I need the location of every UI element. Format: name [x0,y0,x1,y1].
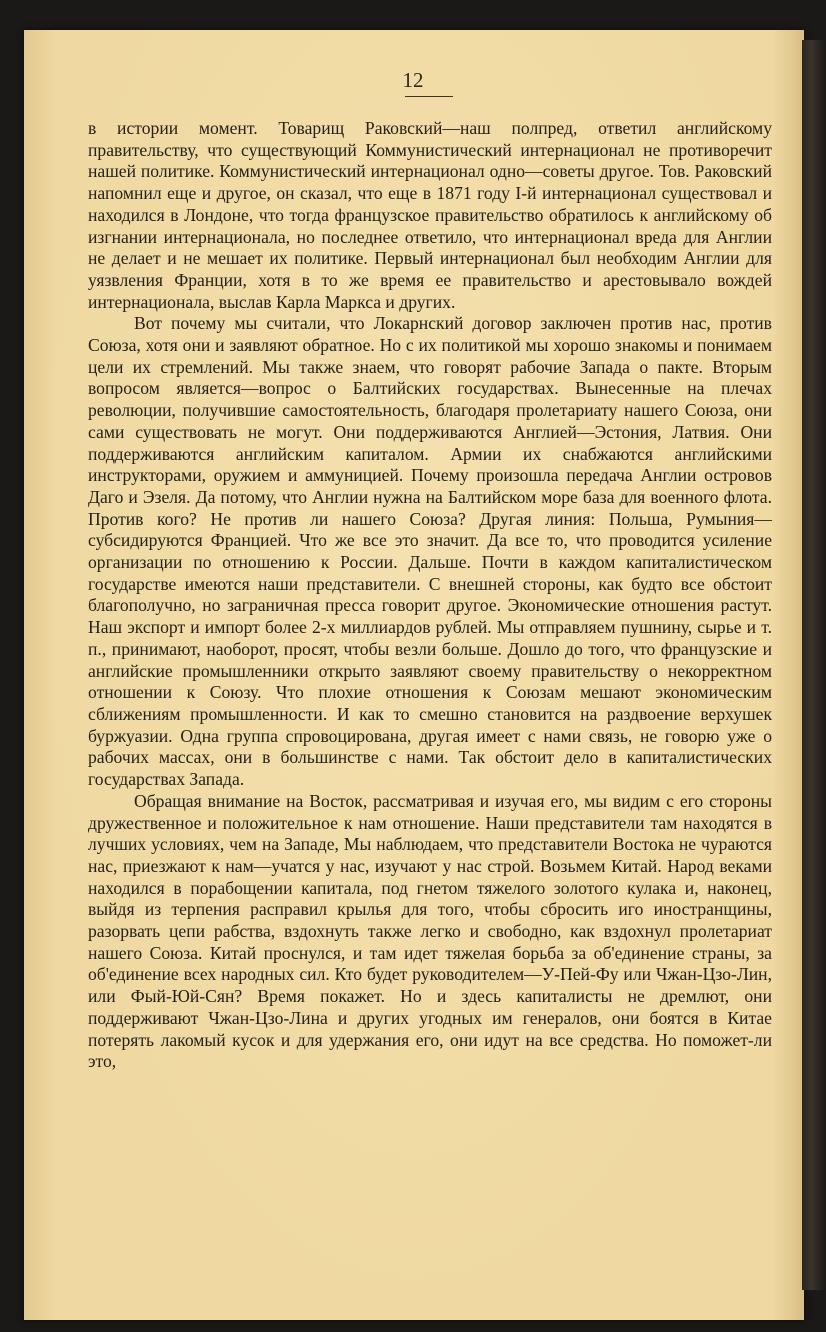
page-edge-shadow [802,40,826,1290]
paragraph-2: Вот почему мы считали, что Локарнский договор заключен против нас, против Союза, хотя они и заявляют обратное. Но с их политикой мы хорошо знакомы и понимаем цели их стремлений. Мы также знаем, что говорят рабочие Запада о пакте. Вторым вопросом является—вопрос о Балтийских государствах. Вынесенные на плечах революции, получившие самостоятельность, благодаря пролетариату нашего Союза, они сами существовать не могут. Они поддерживаются Англией—Эстония, Латвия. Они поддерживаются английским капиталом. Армии их снабжаются английскими инструкторами, оружием и аммуницией. Почему произошла передача Англии островов Даго и Эзеля. Да потому, что Англии нужна на Балтийском море база для военного флота. Против кого? Не против ли нашего Союза? Другая линия: Польша, Румыния—субсидируются Францией. Что же все это значит. Да все то, что проводится усиление организации по отношению к России. Дальше. Почти в каждом капиталистическом государстве имеются наши представители. С внешней стороны, как будто все обстоит благополучно, но заграничная пресса говорит другое. Экономические отношения растут. Наш экспорт и импорт более 2-х миллиардов рублей. Мы отправляем пушнину, сырье и т. п., принимают, наоборот, просят, чтобы везли больше. Дошло до того, что французские и английские промышленники открыто заявляют своему правительству о некорректном отношении к Союзу. Что плохие отношения к Союзам мешают экономическим сближениям промышленности. И как то смешно становится на раздвоение верхушек буржуазии. Одна группа спровоцирована, другая имеет с нами связь, не говорю уже о рабочих массах, они в большинстве с нами. Так обстоит дело в капиталистических государствах Запада. [88,313,772,790]
page-number-underline [405,96,453,97]
page-number: 12 [402,68,424,92]
body-text [88,118,772,1073]
paragraph-1: в истории момент. Товарищ Раковский—наш полпред, ответил английскому правительству, что существующий Коммунистический интернационал не противоречит нашей политике. Коммунистический интернационал одно—советы другое. Тов. Раковский напомнил еще и другое, он сказал, что еще в 1871 году I-й интернационал существовал и находился в Лондоне, что тогда французское правительство обратилось к английскому об изгнании интернационала, но последнее ответило, что интернационал вреда для Англии не делает и не мешает их политике. Первый интернационал был необходим Англии для уязвления Франции, хотя в то же время ее правительство и арестовывало вождей интернационала, выслав Карла Маркса и других. [88,118,772,312]
paragraph-3: Обращая внимание на Восток, рассматривая и изучая его, мы видим с его стороны дружественное и положительное к нам отношение. Наши представители там находятся в лучших условиях, чем на Западе, Мы наблюдаем, что представители Востока не чураются нас, приезжают к нам—учатся у нас, изучают у нас строй. Возьмем Китай. Народ веками находился в порабощении капитала, под гнетом тяжелого золотого кулака и, наконец, выйдя из терпения расправил крылья для того, чтобы сбросить иго иностранщины, разорвать цепи рабства, вздохнуть также легко и свободно, как вздохнул пролетариат нашего Союза. Китай проснулся, и там идет тяжелая борьба за об'единение страны, за об'единение всех народных сил. Кто будет руководителем—У-Пей-Фу или Чжан-Цзо-Лин, или Фый-Юй-Сян? Время покажет. Но и здесь капиталисты не дремлют, они поддерживают Чжан-Цзо-Лина и других угодных им генералов, они боятся в Китае потерять лакомый кусок и для удержания его, они идут на все средства. Но поможет-ли это, [88,790,772,1072]
